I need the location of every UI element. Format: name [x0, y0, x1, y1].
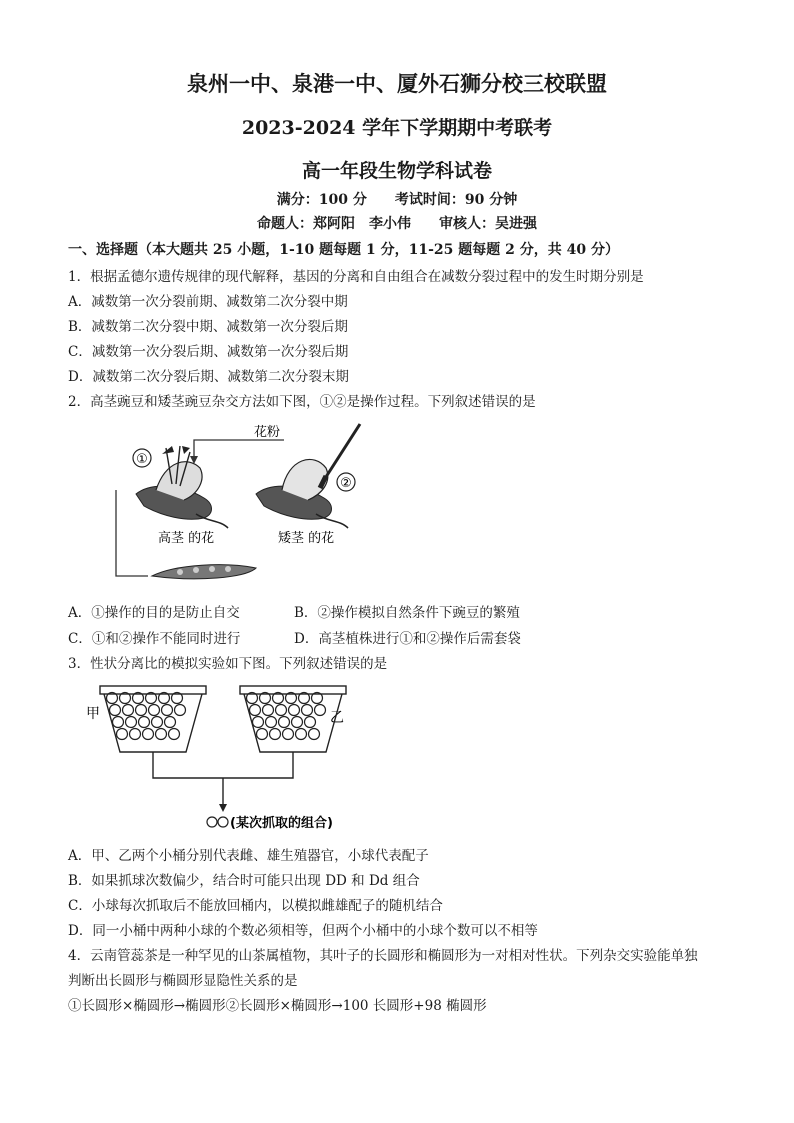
ball	[292, 717, 303, 728]
exam-meta-score-time	[0, 189, 794, 209]
question-4-stem-line-1: 4．云南管蕊茶是一种罕见的山茶属植物，其叶子的长圆形和椭圆形为一对相对性状。下列杂交实验能单独	[68, 948, 698, 964]
ball	[315, 705, 326, 716]
ball	[276, 705, 287, 716]
ball	[149, 705, 160, 716]
question-4-crosses: ①长圆形×椭圆形→椭圆形②长圆形×椭圆形→100 长圆形+98 椭圆形	[68, 998, 487, 1014]
ball	[263, 705, 274, 716]
ball	[123, 705, 134, 716]
short-flower-icon	[256, 459, 348, 528]
question-3-stem: 3．性状分离比的模拟实验如下图。下列叙述错误的是	[68, 656, 388, 672]
bucket-sampling-figure	[84, 682, 374, 834]
step-1-label: ①	[136, 452, 148, 467]
ball	[165, 717, 176, 728]
balls-right	[247, 693, 326, 740]
question-2-option-d: D．高茎植株进行①和②操作后需套袋	[294, 631, 521, 647]
question-3-option-b: B．如果抓球次数偏少，结合时可能只出现 DD 和 Dd 组合	[68, 873, 420, 889]
ball	[279, 717, 290, 728]
drawn-ball-2	[218, 817, 228, 827]
step-2-label: ②	[340, 476, 352, 491]
question-1-option-b: B．减数第二次分裂中期、减数第一次分裂后期	[68, 319, 348, 335]
draw-result-label: (某次抓取的组合)	[230, 816, 333, 831]
question-2-option-a: A．①操作的目的是防止自交	[68, 605, 240, 621]
pea-hybridization-figure	[96, 418, 376, 588]
tall-flower-icon	[136, 446, 228, 528]
school-alliance-title: 泉州一中、泉港一中、厦外石狮分校三校联盟	[187, 71, 607, 96]
bucket-left-label: 甲	[86, 706, 100, 722]
short-flower-label: 矮茎 的花	[278, 531, 335, 546]
drawn-ball-1	[207, 817, 217, 827]
ball	[113, 717, 124, 728]
ball	[152, 717, 163, 728]
question-4-stem-line-2: 判断出长圆形与椭圆形显隐性关系的是	[68, 973, 298, 989]
question-1-option-d: D．减数第二次分裂后期、减数第二次分裂末期	[68, 369, 349, 385]
ball	[266, 717, 277, 728]
ball	[250, 705, 261, 716]
exam-meta-authors	[0, 213, 794, 233]
ball	[139, 717, 150, 728]
ball	[117, 729, 128, 740]
reviewer: 审核人：吴进强	[439, 216, 537, 232]
question-2-option-b: B．②操作模拟自然条件下豌豆的繁殖	[294, 605, 520, 621]
ball	[270, 729, 281, 740]
question-3-option-d: D．同一小桶中两种小球的个数必须相等，但两个小桶中的小球个数可以不相等	[68, 923, 538, 939]
bucket-right-label: 乙	[330, 710, 344, 726]
question-3-option-a: A．甲、乙两个小桶分别代表雌、雄生殖器官，小球代表配子	[68, 848, 429, 864]
authors: 命题人：郑阿阳 李小伟	[257, 216, 411, 232]
question-3-option-c: C．小球每次抓取后不能放回桶内，以模拟雌雄配子的随机结合	[68, 898, 443, 914]
ball	[110, 705, 121, 716]
ball	[302, 705, 313, 716]
balls-left	[107, 693, 186, 740]
pollen-label: 花粉	[254, 425, 281, 440]
question-2-stem: 2．高茎豌豆和矮茎豌豆杂交方法如下图，①②是操作过程。下列叙述错误的是	[68, 394, 536, 410]
question-1-option-a: A．减数第一次分裂前期、减数第二次分裂中期	[68, 294, 348, 310]
question-1-option-c: C．减数第一次分裂后期、减数第一次分裂后期	[68, 344, 349, 360]
paper-title: 高一年段生物学科试卷	[301, 160, 492, 182]
question-1-stem: 1．根据孟德尔遗传规律的现代解释，基因的分离和自由组合在减数分裂过程中的发生时期分别是	[68, 269, 644, 285]
ball	[130, 729, 141, 740]
ball	[309, 729, 320, 740]
ball	[305, 717, 316, 728]
question-2-option-c: C．①和②操作不能同时进行	[68, 631, 241, 647]
ball	[143, 729, 154, 740]
ball	[162, 705, 173, 716]
full-score: 满分：100 分	[276, 192, 367, 208]
section-title: 一、选择题（本大题共 25 小题，1-10 题每题 1 分，11-25 题每题 2 分，共 40 分）	[68, 242, 619, 258]
exam-time: 考试时间：90 分钟	[394, 192, 518, 208]
ball	[169, 729, 180, 740]
ball	[289, 705, 300, 716]
ball	[283, 729, 294, 740]
ball	[136, 705, 147, 716]
ball	[296, 729, 307, 740]
ball	[253, 717, 264, 728]
pea-pod-icon	[152, 565, 256, 579]
ball	[175, 705, 186, 716]
ball	[257, 729, 268, 740]
ball	[156, 729, 167, 740]
exam-title: 2023-2024 学年下学期期中考联考	[241, 117, 553, 139]
tall-flower-label: 高茎 的花	[158, 531, 215, 546]
ball	[126, 717, 137, 728]
